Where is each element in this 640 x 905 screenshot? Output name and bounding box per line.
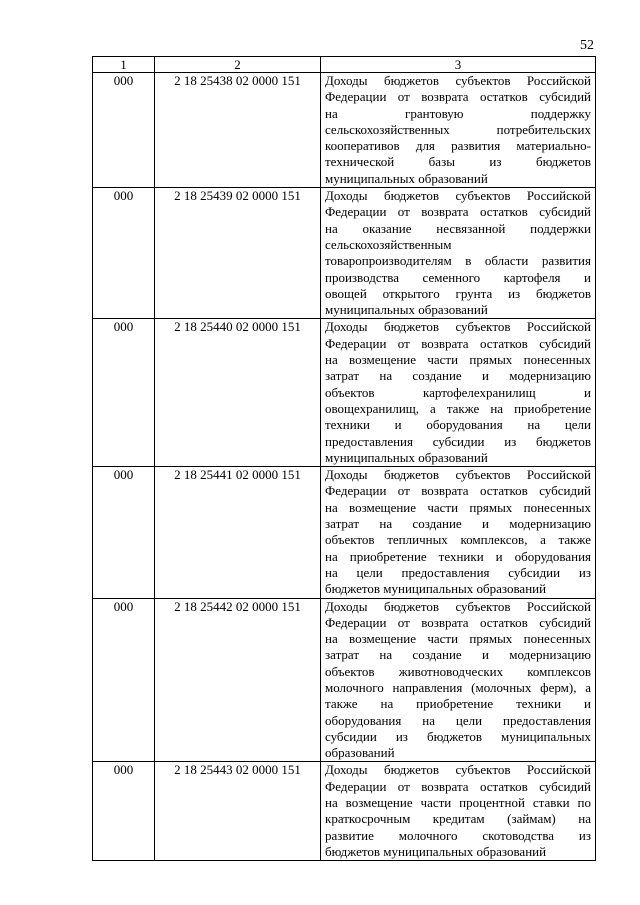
table-row [93, 598, 596, 762]
admin-code-cell: 000 [93, 319, 155, 467]
budget-classification-code-cell: 2 18 25442 02 0000 151 [155, 598, 321, 762]
budget-classification-code-cell: 2 18 25439 02 0000 151 [155, 188, 321, 319]
description-line: Доходы бюджетов субъектов Российской [325, 762, 591, 778]
description-line: бюджетов муниципальных образований [325, 843, 547, 859]
table-row [93, 762, 596, 861]
description-line: сельскохозяйственным [325, 236, 452, 252]
description-line: Доходы бюджетов субъектов Российской [325, 598, 591, 614]
description-line: оборудования на цели предоставления [325, 712, 591, 728]
column-header-2: 2 [155, 57, 321, 73]
description-line: производства семенного картофеля и [325, 269, 591, 285]
description-line: субсидии из бюджетов муниципальных [325, 728, 591, 744]
description-line: затрат на создание и модернизацию [325, 368, 591, 384]
description-line: на возмещение части прямых понесенных [325, 499, 591, 515]
description-line: бюджетов муниципальных образований [325, 581, 547, 597]
description-line: краткосрочным кредитам (займам) на [325, 811, 591, 827]
column-header-3: 3 [321, 57, 596, 73]
description-line: предоставления субсидии из бюджетов [325, 433, 591, 449]
revenue-codes-table [92, 56, 596, 861]
description-line: овощехранилищ, а также на приобретение [325, 400, 591, 416]
description-line: овощей открытого грунта из бюджетов [325, 285, 591, 301]
revenue-description-cell [321, 467, 596, 598]
description-line: Федерации от возврата остатков субсидий [325, 335, 591, 351]
description-line: Доходы бюджетов субъектов Российской [325, 467, 591, 483]
description-line: на возмещение части процентной ставки по [325, 795, 591, 811]
description-line: Доходы бюджетов субъектов Российской [325, 319, 591, 335]
description-line: объектов тепличных комплексов, а также [325, 532, 591, 548]
admin-code-cell: 000 [93, 73, 155, 188]
description-line: муниципальных образований [325, 302, 488, 318]
description-line: на оказание несвязанной поддержки [325, 220, 591, 236]
budget-classification-code-cell: 2 18 25443 02 0000 151 [155, 762, 321, 861]
description-line: затрат на создание и модернизацию [325, 647, 591, 663]
description-line: образований [325, 745, 395, 761]
description-line: Федерации от возврата остатков субсидий [325, 89, 591, 105]
description-line: Федерации от возврата остатков субсидий [325, 778, 591, 794]
description-line: Доходы бюджетов субъектов Российской [325, 188, 591, 204]
budget-classification-code-cell: 2 18 25441 02 0000 151 [155, 467, 321, 598]
budget-classification-code-cell: 2 18 25440 02 0000 151 [155, 319, 321, 467]
description-line: муниципальных образований [325, 449, 488, 465]
description-line: Федерации от возврата остатков субсидий [325, 483, 591, 499]
table-body [93, 73, 596, 861]
description-line: технической базы из бюджетов [325, 154, 591, 170]
description-line: Доходы бюджетов субъектов Российской [325, 73, 591, 88]
description-line: затрат на создание и модернизацию [325, 516, 591, 532]
description-line: Федерации от возврата остатков субсидий [325, 614, 591, 630]
admin-code-cell: 000 [93, 188, 155, 319]
revenue-description-cell [321, 188, 596, 319]
description-line: Федерации от возврата остатков субсидий [325, 204, 591, 220]
description-line: кооперативов для развития материально- [325, 138, 591, 154]
revenue-description-cell [321, 319, 596, 467]
description-line: товаропроизводителям в области развития [325, 253, 591, 269]
revenue-description-cell [321, 598, 596, 762]
description-line: на цели предоставления субсидии из [325, 564, 591, 580]
description-line: муниципальных образований [325, 170, 488, 186]
table-row [93, 73, 596, 188]
revenue-description-cell [321, 73, 596, 188]
description-line: на грантовую поддержку [325, 105, 591, 121]
description-line: также на приобретение техники и [325, 696, 591, 712]
description-line: объектов животноводческих комплексов [325, 663, 591, 679]
revenue-description-cell [321, 762, 596, 861]
description-line: объектов картофелехранилищ и [325, 384, 591, 400]
description-line: развитие молочного скотоводства из [325, 827, 591, 843]
page-number: 52 [580, 38, 594, 53]
description-line: техники и оборудования на цели [325, 417, 591, 433]
description-line: на приобретение техники и оборудования [325, 548, 591, 564]
description-line: молочного направления (молочных ферм), а [325, 679, 591, 695]
description-line: сельскохозяйственных потребительских [325, 121, 591, 137]
admin-code-cell: 000 [93, 762, 155, 861]
column-header-1: 1 [93, 57, 155, 73]
table-header-row [93, 57, 596, 73]
description-line: на возмещение части прямых понесенных [325, 631, 591, 647]
description-line: на возмещение части прямых понесенных [325, 352, 591, 368]
table-row [93, 467, 596, 598]
admin-code-cell: 000 [93, 467, 155, 598]
budget-classification-code-cell: 2 18 25438 02 0000 151 [155, 73, 321, 188]
table-row [93, 188, 596, 319]
table-row [93, 319, 596, 467]
admin-code-cell: 000 [93, 598, 155, 762]
